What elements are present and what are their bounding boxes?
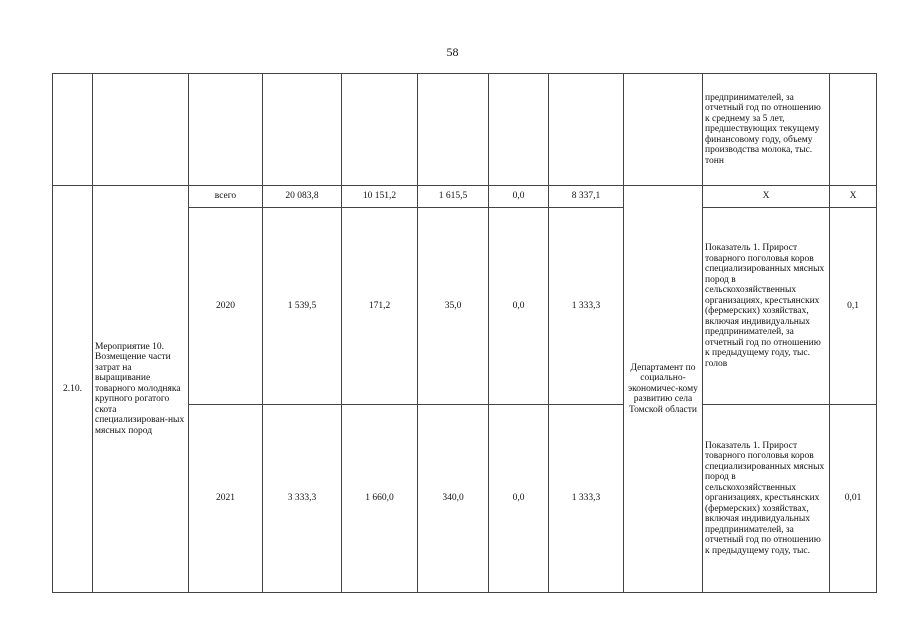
continuation-row: [53, 74, 877, 186]
period-cell: 2021: [189, 405, 263, 593]
value-cell: 10 151,2: [342, 186, 418, 208]
value-cell: 35,0: [418, 208, 489, 405]
empty-cell: [549, 74, 624, 186]
event-description: Мероприятие 10. Возмещение части затрат на выращивание товарного молодняка крупного рогатого скота специализирован-ных мясных пород: [93, 186, 189, 593]
empty-cell: [189, 74, 263, 186]
value-cell: 340,0: [418, 405, 489, 593]
executor-cell: Департамент по социально-экономичес-кому развитию села Томской области: [624, 186, 703, 593]
indicator-cell: Показатель 1. Прирост товарного поголовья коров специализированных мясных пород в сельскохозяйственных организациях, крестьянских (фермерских) хозяйствах, включая индивидуальных предпринимателей, за отчетный год по отношению к предыдущему году, тыс. голов: [703, 208, 830, 405]
page-number: 58: [446, 45, 459, 59]
value-cell: 1 660,0: [342, 405, 418, 593]
value-cell: 0,0: [489, 208, 549, 405]
period-cell: 2020: [189, 208, 263, 405]
value-cell: 20 083,8: [263, 186, 342, 208]
empty-cell: [93, 74, 189, 186]
value-cell: 1 333,3: [549, 405, 624, 593]
program-table: [52, 73, 877, 593]
empty-cell: [418, 74, 489, 186]
empty-cell: [624, 74, 703, 186]
value-cell: 1 333,3: [549, 208, 624, 405]
period-cell: всего: [189, 186, 263, 208]
value-cell: 0,0: [489, 405, 549, 593]
target-cell: X: [830, 186, 877, 208]
row-number: 2.10.: [53, 186, 93, 593]
target-cell: 0,01: [830, 405, 877, 593]
table-row-total: [53, 186, 877, 208]
value-cell: 1 539,5: [263, 208, 342, 405]
empty-cell: [263, 74, 342, 186]
value-cell: 0,0: [489, 186, 549, 208]
value-cell: 8 337,1: [549, 186, 624, 208]
value-cell: 171,2: [342, 208, 418, 405]
empty-cell: [53, 74, 93, 186]
empty-cell: [342, 74, 418, 186]
indicator-cell: X: [703, 186, 830, 208]
empty-cell: [489, 74, 549, 186]
value-cell: 3 333,3: [263, 405, 342, 593]
indicator-cell-continued: предпринимателей, за отчетный год по отношению к среднему за 5 лет, предшествующих текущему финансовому году, объему производства молока, тыс. тонн: [703, 74, 830, 186]
target-cell: 0,1: [830, 208, 877, 405]
empty-cell: [830, 74, 877, 186]
value-cell: 1 615,5: [418, 186, 489, 208]
indicator-cell: Показатель 1. Прирост товарного поголовья коров специализированных мясных пород в сельскохозяйственных организациях, крестьянских (фермерских) хозяйствах, включая индивидуальных предпринимателей, за отчетный год по отношению к предыдущему году, тыс.: [703, 405, 830, 593]
